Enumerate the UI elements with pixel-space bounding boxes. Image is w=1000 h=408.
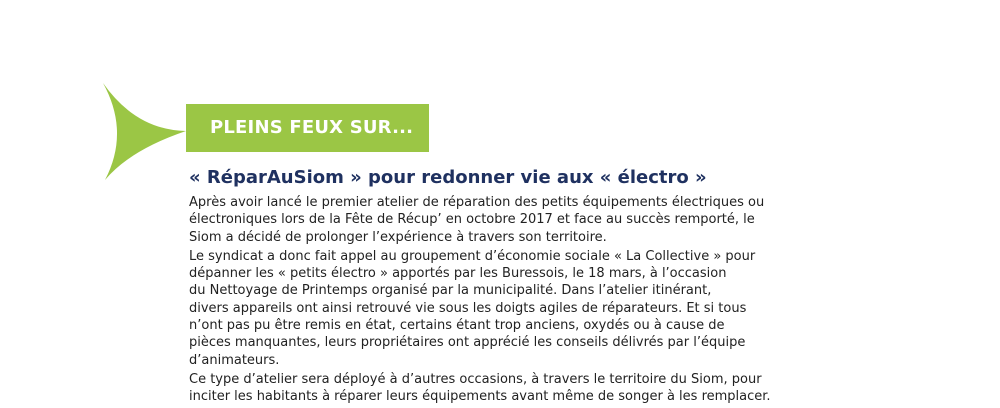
text-line: d’animateurs. — [189, 352, 280, 368]
text-line: Le syndicat a donc fait appel au groupement d’économie sociale « La Collective » pour — [189, 248, 756, 264]
text-line: électroniques lors de la Fête de Récup’ en octobre 2017 et face au succès remporté, le — [189, 212, 755, 228]
text-line: inciter les habitants à réparer leurs équipements avant même de songer à les remplacer. — [189, 389, 771, 405]
paragraph-3 — [189, 371, 771, 406]
text-line: Siom a décidé de prolonger l’expérience à travers son territoire. — [189, 229, 607, 245]
text-line: pièces manquantes, leurs propriétaires ont apprécié les conseils délivrés par l’équipe — [189, 335, 746, 351]
paragraph-2 — [189, 248, 756, 369]
section-banner — [186, 104, 429, 152]
text-line: Ce type d’atelier sera déployé à d’autres occasions, à travers le territoire du Siom, pour — [189, 371, 762, 387]
text-line: divers appareils ont ainsi retrouvé vie sous les doigts agiles de réparateurs. Et si tous — [189, 300, 747, 316]
article-body — [189, 194, 771, 408]
text-line: du Nettoyage de Printemps organisé par la municipalité. Dans l’atelier itinérant, — [189, 283, 712, 299]
banner-label: PLEINS FEUX SUR... — [210, 117, 414, 138]
article-title: « RéparAuSiom » pour redonner vie aux « électro » — [189, 167, 707, 188]
text-line: n’ont pas pu être remis en état, certains étant trop anciens, oxydés ou à cause de — [189, 318, 725, 334]
text-line: dépanner les « petits électro » apportés par les Buressois, le 18 mars, à l’occasion — [189, 266, 727, 282]
text-line: Après avoir lancé le premier atelier de réparation des petits équipements électriques ou — [189, 195, 765, 210]
green-arrowhead-icon — [100, 80, 200, 190]
paragraph-1 — [189, 194, 765, 246]
